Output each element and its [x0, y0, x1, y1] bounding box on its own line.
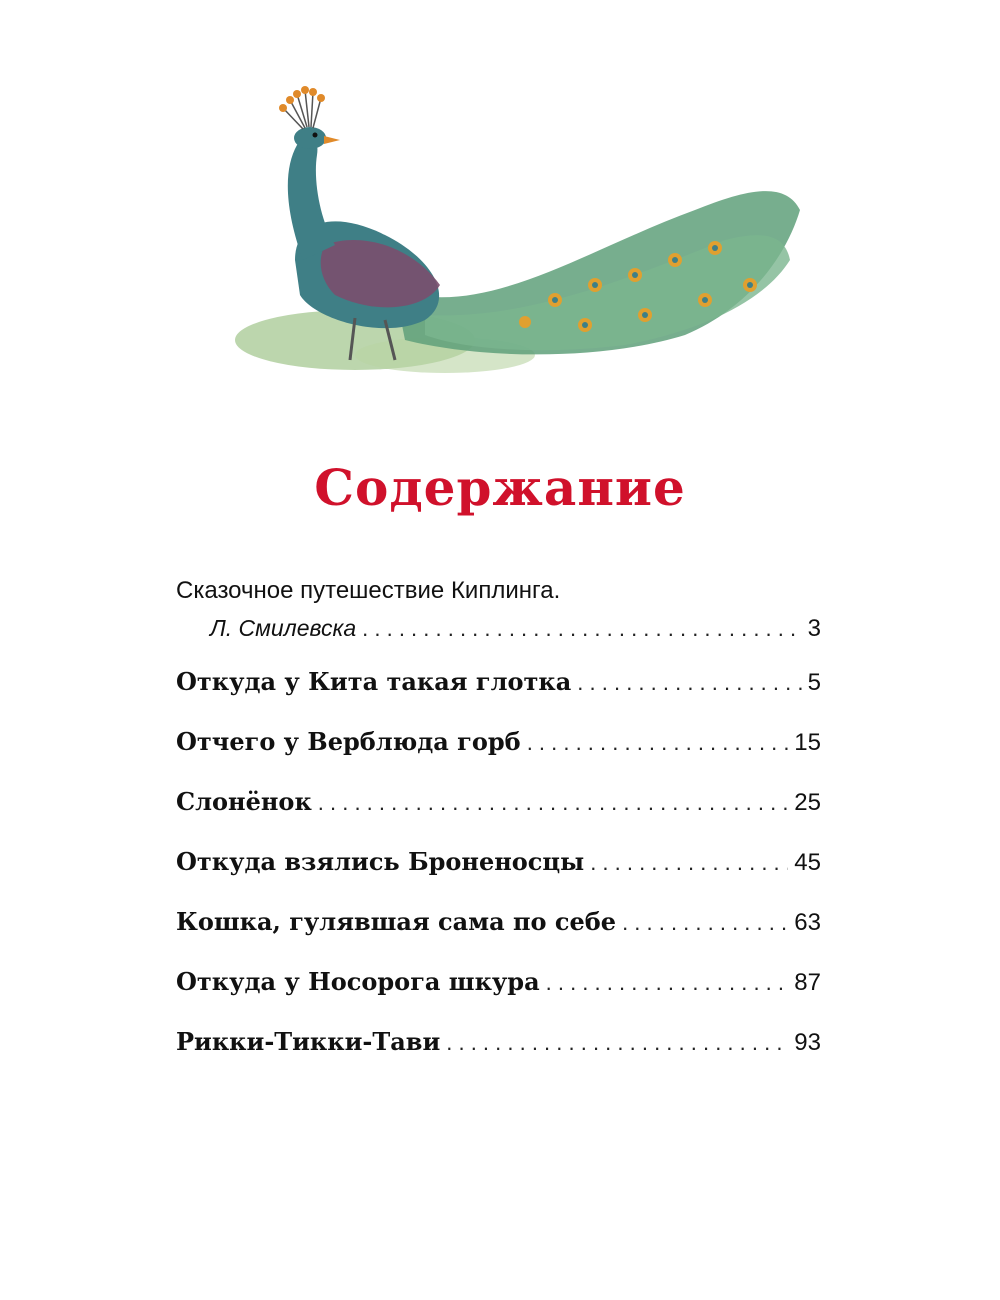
- peacock-illustration: [225, 60, 805, 390]
- toc-page-number: 25: [794, 789, 821, 816]
- toc-intro-author: Л. Смилевска: [210, 615, 357, 641]
- leader-dots: [356, 616, 802, 642]
- toc-entry-title: Слонёнок: [176, 787, 312, 816]
- toc-entry-title: Отчего у Верблюда горб: [176, 727, 521, 756]
- leader-dots: [521, 730, 789, 756]
- leader-dots: [312, 790, 789, 816]
- toc-entry[interactable]: [176, 787, 821, 847]
- toc-entry[interactable]: [176, 847, 821, 907]
- leader-dots: [571, 670, 801, 696]
- toc-entry[interactable]: [176, 1027, 821, 1087]
- toc-entry-title: Кошка, гулявшая сама по себе: [176, 907, 617, 936]
- toc-page-number: 15: [794, 729, 821, 756]
- toc-entry[interactable]: [176, 667, 821, 727]
- toc-page-number: 45: [794, 849, 821, 876]
- toc-entry-title: Откуда взялись Броненосцы: [176, 847, 585, 876]
- toc-page-number: 3: [807, 615, 821, 642]
- toc-entry-title: Откуда у Кита такая глотка: [176, 667, 572, 696]
- leader-dots: [540, 970, 789, 996]
- page-title: Содержание: [314, 458, 686, 517]
- toc-entry-title: Откуда у Носорога шкура: [176, 967, 540, 996]
- toc-page-number: 5: [807, 669, 821, 696]
- leader-dots: [440, 1030, 788, 1056]
- peacock-image: [225, 60, 805, 390]
- toc-entry[interactable]: [176, 727, 821, 787]
- toc-intro-title: Сказочное путешествие Киплинга.: [176, 577, 561, 604]
- toc-page-number: 87: [794, 969, 821, 996]
- toc-page-number: 93: [794, 1029, 821, 1056]
- toc-page-number: 63: [794, 909, 821, 936]
- leader-dots: [616, 910, 788, 936]
- toc-entry[interactable]: [176, 907, 821, 967]
- table-of-contents: [176, 575, 821, 1087]
- toc-entry-title: Рикки-Тикки-Тави: [176, 1027, 441, 1056]
- leader-dots: [584, 850, 788, 876]
- toc-entry[interactable]: [176, 967, 821, 1027]
- toc-entry-intro[interactable]: [176, 615, 821, 667]
